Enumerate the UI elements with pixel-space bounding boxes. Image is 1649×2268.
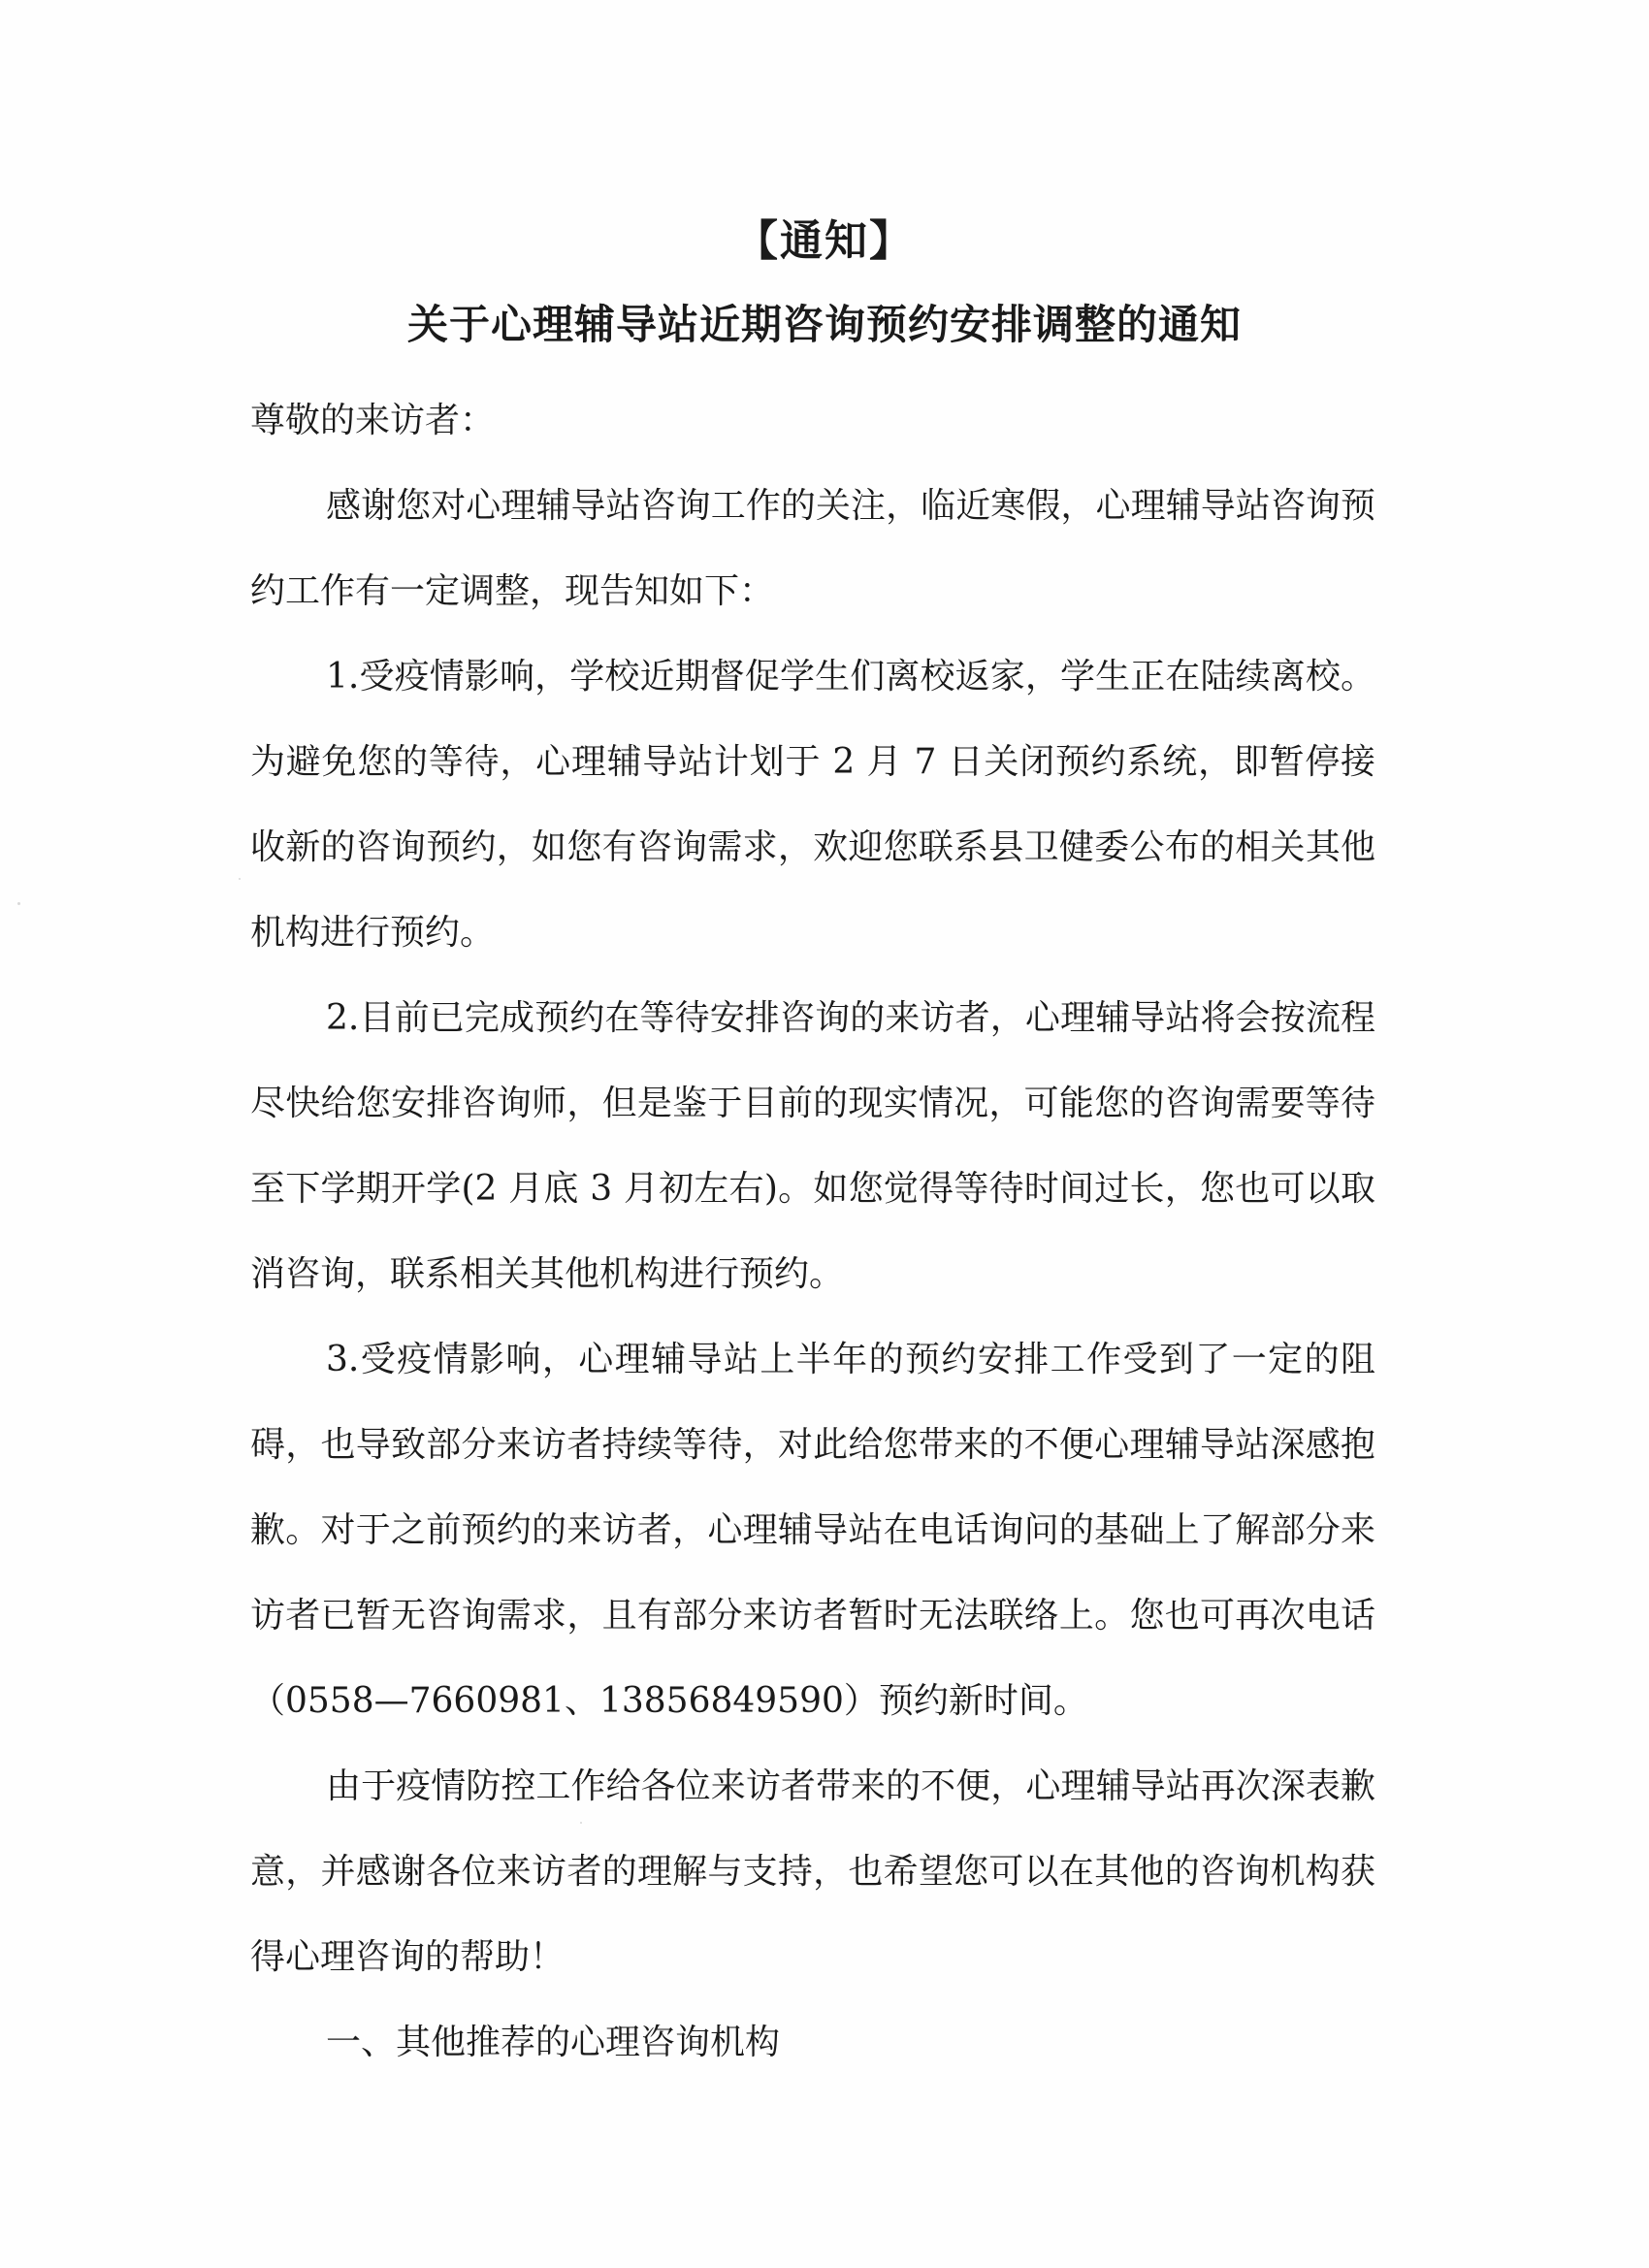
scan-speck bbox=[580, 1822, 582, 1824]
item-paragraph-1: 1.受疫情影响，学校近期督促学生们离校返家，学生正在陆续离校。为避免您的等待，心理辅导站计划于 2 月 7 日关闭预约系统，即暂停接收新的咨询预约，如您有咨询需求，欢迎您联系县卫健委公布的相关其他机构进行预约。 bbox=[250, 657, 1375, 953]
closing-paragraph: 由于疫情防控工作给各位来访者带来的不便，心理辅导站再次深表歉意，并感谢各位来访者的理解与支持，也希望您可以在其他的咨询机构获得心理咨询的帮助！ bbox=[250, 1766, 1375, 1977]
item-paragraph-3: 3.受疫情影响，心理辅导站上半年的预约安排工作受到了一定的阻碍，也导致部分来访者持续等待，对此给您带来的不便心理辅导站深感抱歉。对于之前预约的来访者，心理辅导站在电话询问的基础上了解部分来访者已暂无咨询需求，且有部分来访者暂时无法联络上。您也可再次电话（0558—7660981、13856849590）预约新时间。 bbox=[250, 1340, 1375, 1721]
salutation: 尊敬的来访者： bbox=[250, 401, 496, 440]
intro-paragraph: 感谢您对心理辅导站咨询工作的关注，临近寒假，心理辅导站咨询预约工作有一定调整，现告知如下： bbox=[250, 486, 1375, 611]
notice-label: 【通知】 bbox=[735, 216, 914, 266]
section-heading: 一、其他推荐的心理咨询机构 bbox=[326, 2023, 781, 2062]
notice-title: 关于心理辅导站近期咨询预约安排调整的通知 bbox=[406, 301, 1242, 348]
scan-speck bbox=[17, 902, 20, 905]
notice-body bbox=[250, 378, 1375, 2086]
item-paragraph-2: 2.目前已完成预约在等待安排咨询的来访者，心理辅导站将会按流程尽快给您安排咨询师，但是鉴于目前的现实情况，可能您的咨询需要等待至下学期开学(2 月底 3 月初左右)。如您觉得等待时间过长，您也可以取消咨询，联系相关其他机构进行预约。 bbox=[250, 998, 1375, 1294]
scan-speck bbox=[239, 878, 241, 880]
